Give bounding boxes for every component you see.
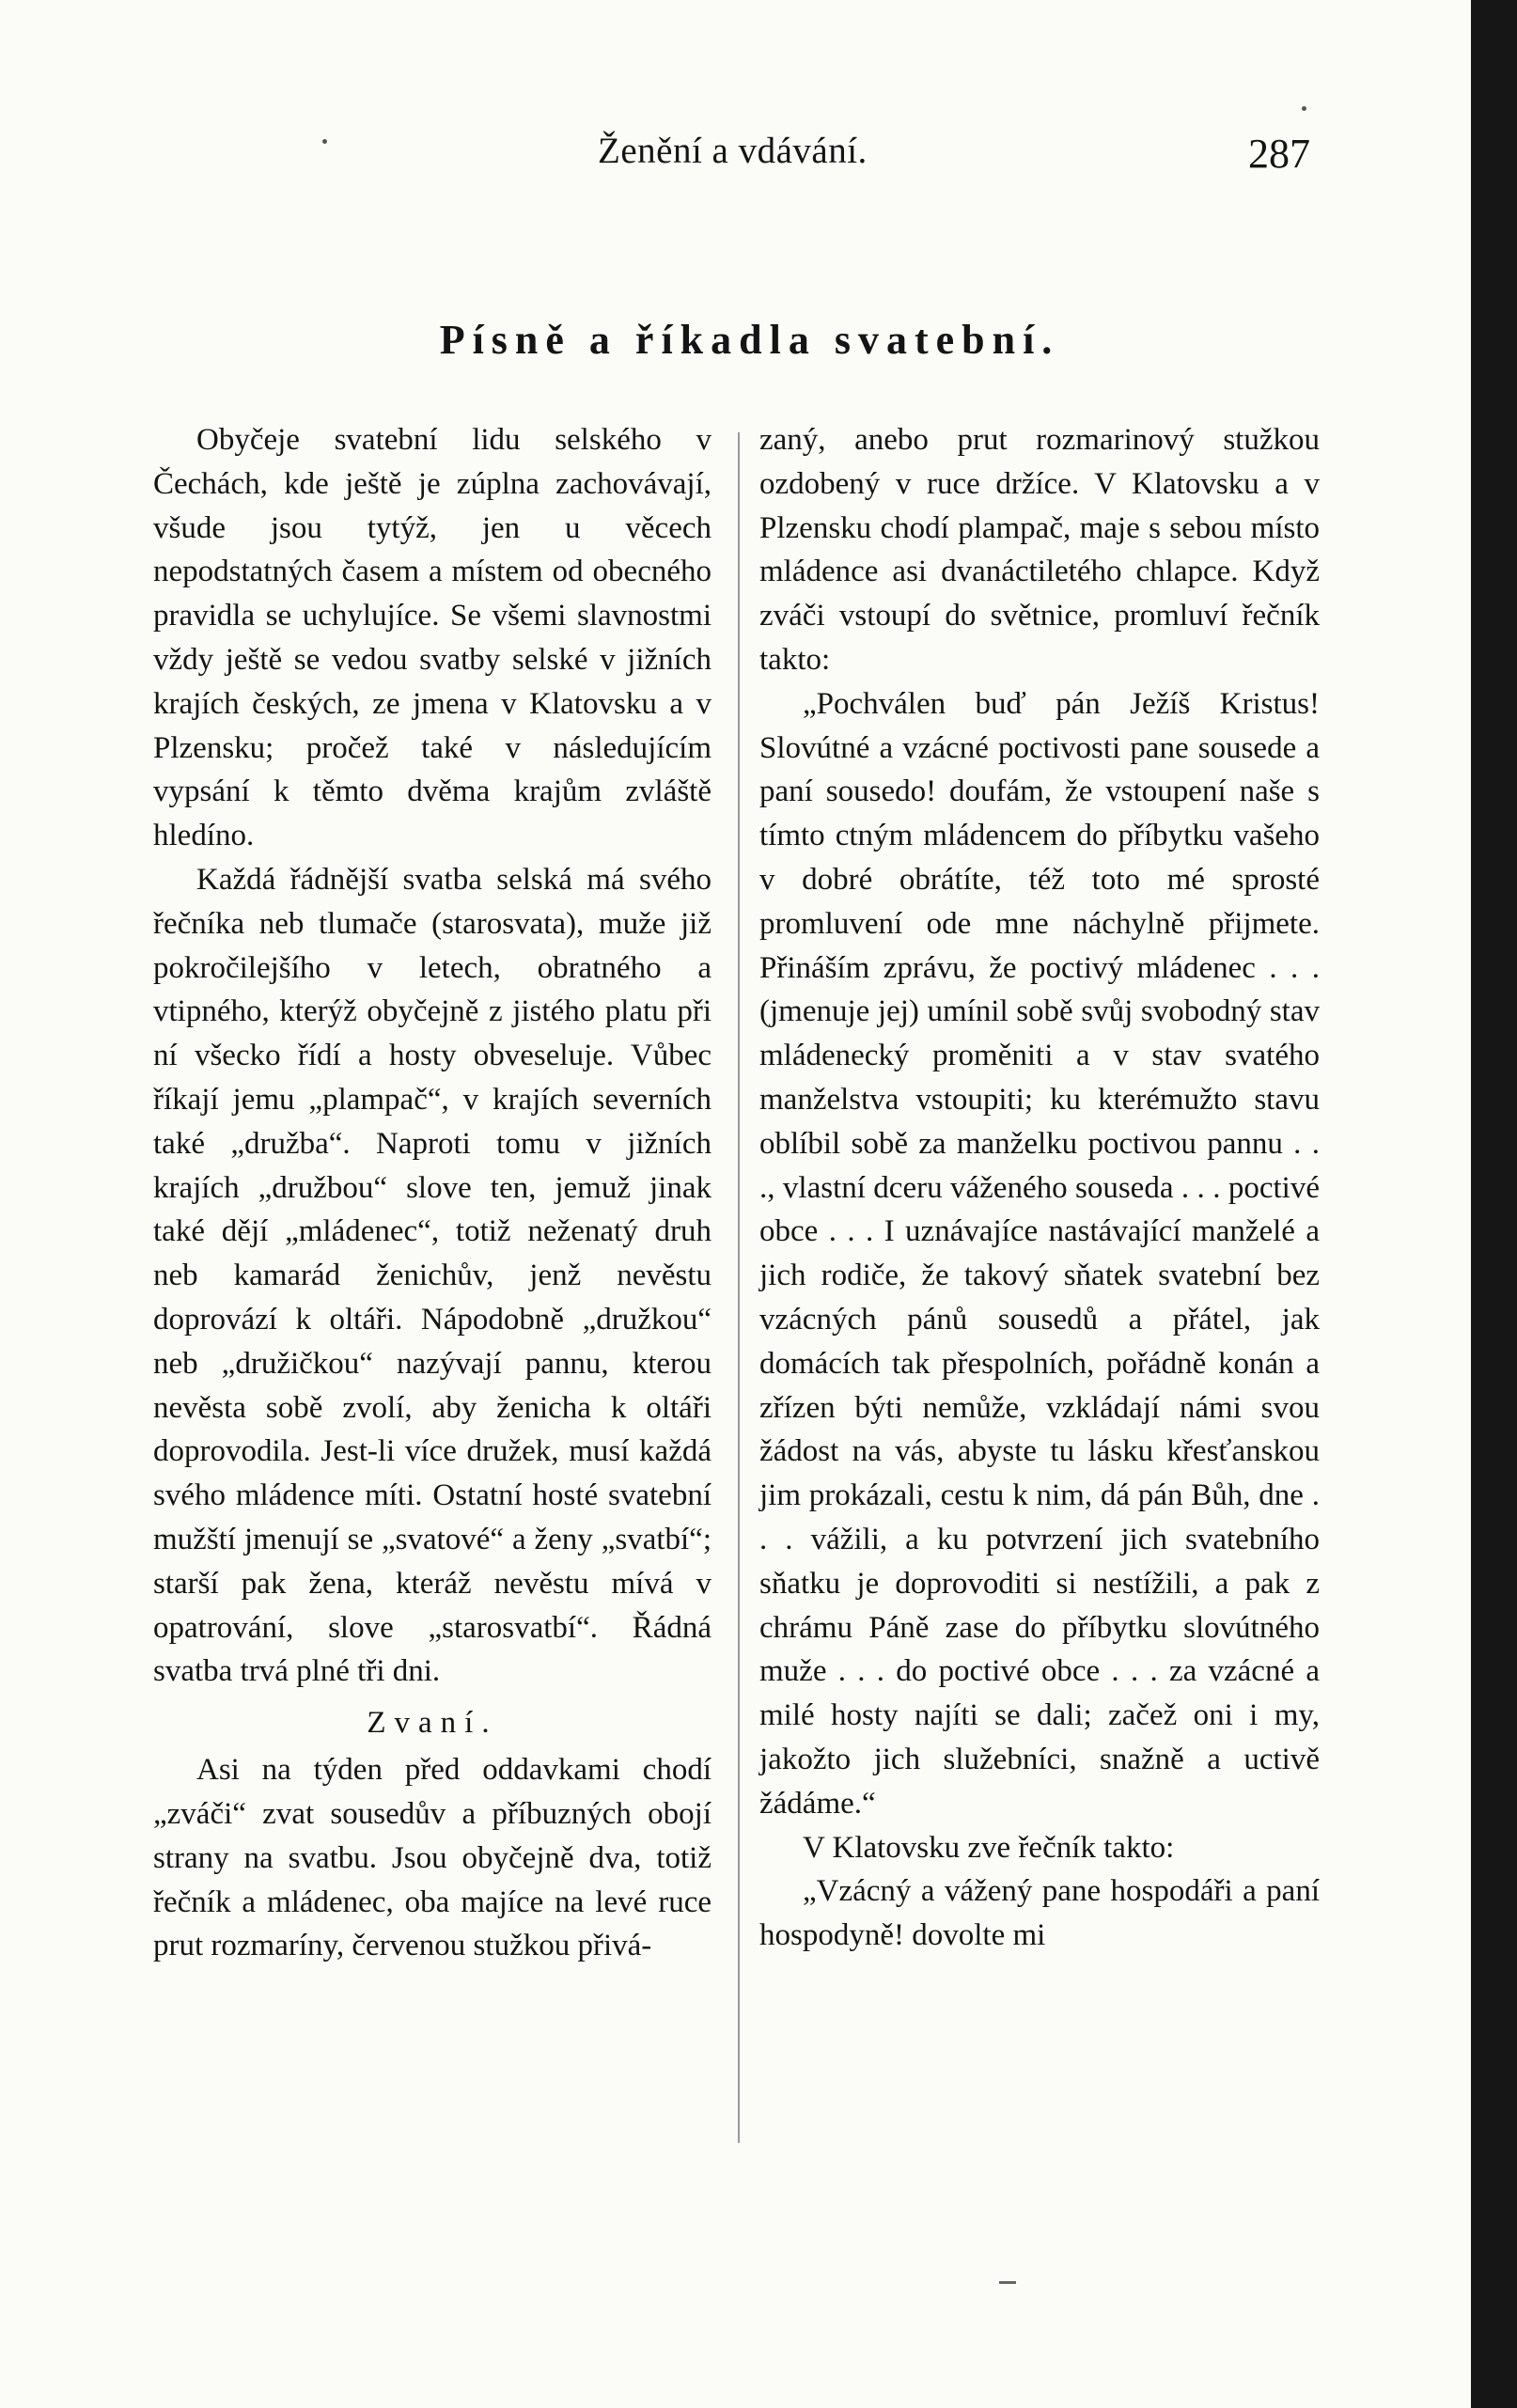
running-head: Ženění a vdávání. [598,131,868,171]
paragraph: Obyčeje svatební lidu selského v Čechách, kde ještě je zúplna zachovávají, všude jsou tytýž, jen u věcech nepodstatných časem a místem od obecného pravidla se uchylujíce. Se všemi slavnostmi vždy ještě se vedou svatby selské v jižních krajích českých, ze jmena v Klatovsku a v Plzensku; pročež také v následujícím vypsání k těmto dvěma krajům zvláště hledíno. [153,423,712,853]
paragraph: zaný, anebo prut rozmarinový stužkou ozdobený v ruce držíce. V Klatovsku a v Plzensku chodí plampač, maje s sebou místo mládence asi dvanáctiletého chlapce. Když zváči vstoupí do světnice, promluví řečník takto: [759,423,1320,677]
paragraph: Každá řádnější svatba selská má svého řečníka neb tlumače (starosvata), muže již pokročilejšího v letech, obratného a vtipného, kterýž obyčejně z jistého platu při ní všecko řídí a hosty obveseluje. Vůbec říkají jemu „plampač“, v krajích severních také „družba“. Naproti tomu v jižních krajích „družbou“ slove ten, jemuž jinak také dějí „mládenec“, totiž neženatý druh neb kamarád ženichův, jenž nevěstu doprovází k oltáři. Nápodobně „družkou“ neb „družičkou“ nazývají pannu, kterou nevěsta sobě zvolí, aby ženicha k oltáři doprovodila. Jest-li více družek, musí každá svého mládence míti. Ostatní hosté svatební mužští jmenují se „svatové“ a ženy „svatbí“; starší pak žena, kteráž nevěstu mívá v opatrování, slove „starosvatbí“. Řádná svatba trvá plné tři dni. [153,862,712,1689]
section-title: Písně a říkadla svatební. [439,317,1060,363]
subheading: Zvaní. [367,1706,498,1741]
paragraph: „Vzácný a vážený pane hospodáři a paní hospodyně! dovolte mi [759,1874,1320,1953]
print-speck [322,139,327,144]
page-number: 287 [1248,131,1310,177]
paragraph: V Klatovsku zve řečník takto: [803,1830,1175,1865]
print-speck [999,2281,1016,2284]
column-divider [738,432,740,2143]
right-column [759,418,1320,1958]
paragraph: „Pochválen buď pán Ježíš Kristus! Slovútné a vzácné poctivosti pane sousede a paní sousedo! doufám, že vstoupení naše s tímto ctným mládencem do příbytku vašeho v dobré obrátíte, též toto mé sprosté promluvení ode mne náchylně přijmete. Přináším zprávu, že poctivý mládenec . . . (jmenuje jej) umínil sobě svůj svobodný stav mládenecký proměniti a v stav svatého manželstva vstoupiti; ku kterémužto stavu oblíbil sobě za manželku poctivou pannu . . ., vlastní dceru váženého souseda . . . poctivé obce . . . I uznávajíce nastávající manželé a jich rodiče, že takový sňatek svatební bez vzácných pánů sousedů a přátel, jak domácích tak přespolních, pořádně konán a zřízen býti nemůže, vzkládají námi svou žádost na vás, abyste tu lásku křesťanskou jim prokázali, cestu k nim, dá pán Bůh, dne . . . vážili, a ku potvrzení jich svatebního sňatku je doprovoditi si nestížili, a pak z chrámu Páně zase do příbytku slovútného muže . . . do poctivé obce . . . za vzácné a milé hosty najíti se dali; začež oni i my, jakožto jich služebníci, snažně a uctivě žádáme.“ [759,686,1320,1821]
paragraph: Asi na týden před oddavkami chodí „zváči“ zvat sousedův a příbuzných obojí strany na svatbu. Jsou obyčejně dva, totiž řečník a mládenec, oba majíce na levé ruce prut rozmaríny, červenou stužkou přivá- [153,1753,712,1963]
scan-edge [1471,0,1517,2408]
print-speck [1302,106,1306,111]
left-column [153,418,712,1968]
